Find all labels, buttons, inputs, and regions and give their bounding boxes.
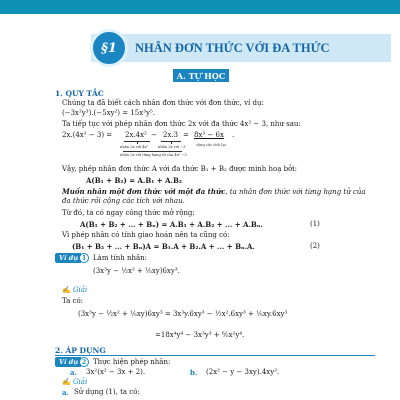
formula-left: 2x.(4x² − 3) = [62, 131, 113, 139]
equation-number: (2) [310, 242, 320, 250]
text-line: Ta tiếp tục với phép nhân đơn thức 2x với đa thức 4x² − 3, như sau: [62, 120, 301, 128]
example-prompt: Thực hiện phép nhân: [93, 358, 171, 366]
text-line: Vì phép nhân có tính giao hoán nên ta cũng có: [62, 231, 230, 239]
solution-step: =18x⁴y⁴ − 3x³y³ + ⁶⁄₅x²y⁴. [155, 331, 245, 339]
rule-statement: Muốn nhân một đơn thức với một đa thức, ta nhân đơn thức với từng hạng tử của [62, 187, 366, 196]
annotation: nhân 2x với từng hạng tử của 4x² −3 [120, 153, 187, 157]
rule-statement: đa thức rồi cộng các tích với nhau. [62, 197, 185, 205]
exercise-a: 3x²(x² − 3x + 2). [86, 368, 146, 376]
formula-bold: A(B₁ + B₂) = A.B₁ + A.B₂ [86, 176, 182, 185]
formula-term: 2x.4x² [125, 131, 147, 139]
text-line: Chúng ta đã biết cách nhân đơn thức với đơn thức, ví dụ: [62, 99, 264, 107]
pencil-icon: ✍ [62, 378, 71, 386]
exercise-b: (2x² − y − 3xy).4xy². [206, 368, 280, 376]
formula-op: = [183, 131, 189, 139]
annotation: nhân 2x với −3 [158, 145, 186, 149]
section-badge: §1 [90, 29, 128, 67]
item-label: a. [70, 368, 77, 377]
formula-term: 2x.3 [163, 131, 179, 139]
heading-application: 2. ÁP DỤNG [55, 346, 106, 355]
solution-heading: ✍ Giải [62, 378, 88, 386]
brace-line [123, 151, 182, 152]
top-band [0, 0, 400, 14]
solution-heading: ✍ Giải [62, 286, 88, 294]
annotation: cộng các tích lại [196, 143, 226, 147]
example-prompt: Làm tính nhân: [93, 254, 148, 262]
item-label: a. [62, 388, 69, 397]
formula-op: . [232, 131, 235, 139]
text-line: Vậy, phép nhân đơn thức A với đa thức B₁ + B₂ được minh hoạ bởi: [62, 165, 297, 173]
text-line: Ta có: [62, 297, 84, 305]
brace-tick [171, 141, 172, 144]
formula-bold: A(B₁ + B₂ + ... + Bₙ) = A.B₁ + A.B₂ + ... + A.Bₙ. [80, 220, 263, 229]
formula-result: 8x³ − 6x [194, 131, 224, 139]
text-line: Sử dụng (1), ta có: [74, 388, 140, 396]
subsection-title: A. TỰ HỌC [173, 69, 229, 82]
example-badge: Ví dụ 2 [55, 357, 89, 367]
equation-number: (1) [310, 220, 320, 228]
example-expression: (3x³y − ½x² + ⅕xy)6xy³. [93, 267, 180, 275]
chapter-title: NHÂN ĐƠN THỨC VỚI ĐA THỨC [135, 41, 330, 55]
annotation: nhân 2x với 4x² [120, 145, 148, 149]
formula-op: − [151, 131, 157, 139]
solution-step: (3x³y − ½x² + ⅕xy)6xy³ = 3x³y.6xy³ − ½x².6xy³ + ⅕xy.6xy³ [78, 310, 288, 318]
example-badge: Ví dụ 1 [55, 253, 89, 263]
formula-bold: (B₁ + B₂ + ... + Bₙ)A = B₁.A + B₂.A + ... + Bₙ.A. [72, 242, 255, 251]
text-line: (−3x²y³).(−5xy²) = 15x³y⁵. [62, 109, 155, 117]
divider [55, 355, 375, 356]
heading-rule: 1. QUY TẮC [55, 89, 104, 98]
item-label: b. [190, 368, 198, 377]
pencil-icon: ✍ [62, 286, 71, 294]
brace-tick [137, 141, 138, 144]
text-line: Từ đó, ta có ngay công thức mở rộng: [62, 209, 195, 217]
